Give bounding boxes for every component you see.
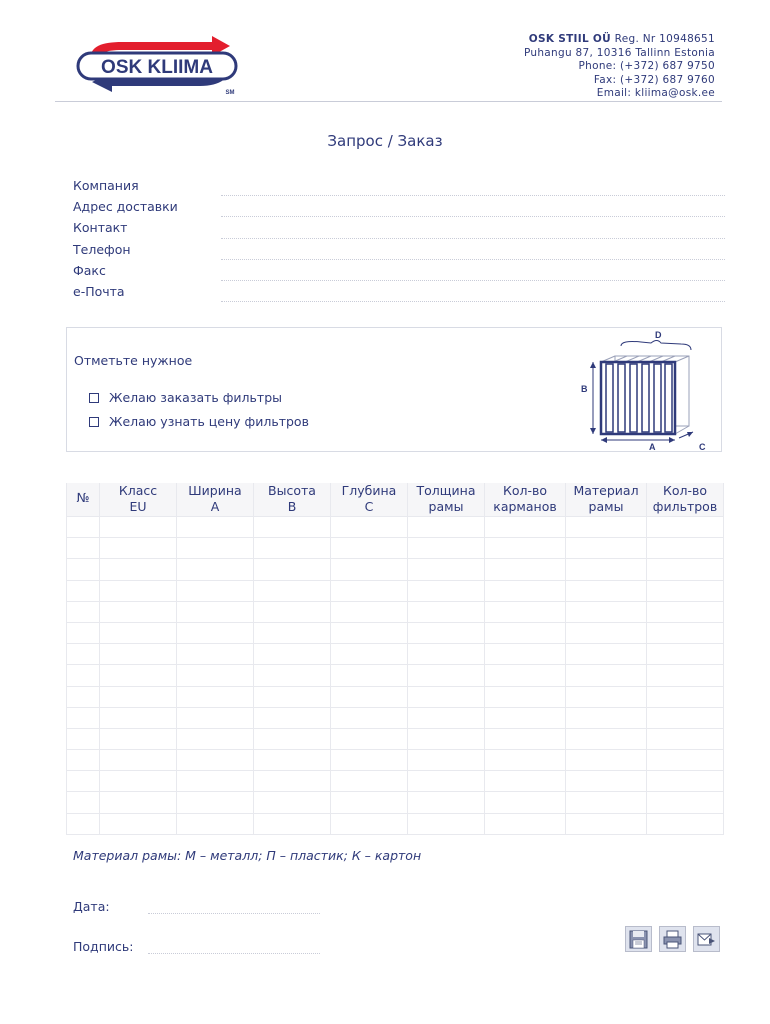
table-cell[interactable]	[408, 750, 485, 771]
table-cell[interactable]	[100, 601, 177, 622]
fax-input[interactable]	[221, 280, 725, 281]
table-cell[interactable]	[408, 580, 485, 601]
filter-dimension-diagram	[581, 328, 711, 455]
table-cell[interactable]	[254, 538, 331, 559]
table-cell[interactable]	[485, 813, 566, 834]
frame-material-note: Материал рамы: М – металл; П – пластик; К – картон	[73, 848, 422, 863]
table-row	[67, 686, 724, 707]
table-cell[interactable]	[100, 538, 177, 559]
table-row	[67, 559, 724, 580]
table-cell[interactable]	[254, 559, 331, 580]
column-header-frame-thickness: Толщина рамы	[408, 483, 485, 517]
field-fax	[73, 262, 725, 283]
email-send-icon	[697, 930, 716, 949]
table-row	[67, 601, 724, 622]
signature-input[interactable]	[148, 938, 320, 954]
table-cell[interactable]	[408, 707, 485, 728]
table-cell[interactable]	[647, 813, 724, 834]
table-cell[interactable]	[331, 728, 408, 749]
diagram-label-c: C	[699, 442, 706, 451]
table-cell[interactable]	[331, 538, 408, 559]
logo-sm-mark: SM	[225, 90, 235, 96]
table-cell[interactable]	[331, 813, 408, 834]
table-cell[interactable]	[254, 686, 331, 707]
company-reg: Reg. Nr 10948651	[614, 33, 715, 45]
table-cell[interactable]	[485, 686, 566, 707]
table-cell[interactable]	[67, 644, 100, 665]
contact-form	[73, 177, 725, 304]
table-cell[interactable]	[254, 644, 331, 665]
table-cell[interactable]	[647, 728, 724, 749]
table-row	[67, 665, 724, 686]
header-divider	[55, 101, 722, 102]
table-cell[interactable]	[647, 622, 724, 643]
table-cell[interactable]	[408, 792, 485, 813]
table-cell[interactable]	[67, 580, 100, 601]
table-cell[interactable]	[566, 644, 647, 665]
phone-input[interactable]	[221, 259, 725, 260]
field-label: Компания	[73, 178, 139, 193]
table-cell[interactable]	[647, 665, 724, 686]
table-cell[interactable]	[408, 813, 485, 834]
field-label: е-Почта	[73, 283, 125, 299]
field-label: Контакт	[73, 220, 128, 236]
table-cell[interactable]	[177, 728, 254, 749]
company-address: Puhangu 87, 10316 Tallinn Estonia	[523, 46, 715, 59]
table-cell[interactable]	[100, 728, 177, 749]
table-cell[interactable]	[331, 771, 408, 792]
print-button[interactable]	[659, 926, 686, 952]
table-cell[interactable]	[67, 517, 100, 538]
table-cell[interactable]	[100, 792, 177, 813]
table-row	[67, 538, 724, 559]
table-cell[interactable]	[485, 580, 566, 601]
table-cell[interactable]	[485, 728, 566, 749]
table-cell[interactable]	[254, 792, 331, 813]
table-cell[interactable]	[177, 665, 254, 686]
table-cell[interactable]	[100, 750, 177, 771]
table-cell[interactable]	[485, 792, 566, 813]
table-cell[interactable]	[177, 771, 254, 792]
field-contact	[73, 219, 725, 240]
table-cell[interactable]	[485, 644, 566, 665]
table-cell[interactable]	[408, 644, 485, 665]
table-cell[interactable]	[647, 750, 724, 771]
column-header-height: Высота B	[254, 483, 331, 517]
table-cell[interactable]	[331, 665, 408, 686]
table-cell[interactable]	[254, 580, 331, 601]
company-info	[524, 33, 715, 101]
table-cell[interactable]	[254, 813, 331, 834]
table-cell[interactable]	[485, 622, 566, 643]
table-cell[interactable]	[647, 559, 724, 580]
table-cell[interactable]	[485, 665, 566, 686]
table-cell[interactable]	[67, 813, 100, 834]
table-cell[interactable]	[408, 622, 485, 643]
table-cell[interactable]	[408, 665, 485, 686]
table-cell[interactable]	[647, 771, 724, 792]
table-cell[interactable]	[100, 771, 177, 792]
table-cell[interactable]	[566, 559, 647, 580]
table-cell[interactable]	[647, 707, 724, 728]
table-cell[interactable]	[67, 601, 100, 622]
column-header-filter-count: Кол-во фильтров	[647, 483, 724, 517]
table-cell[interactable]	[254, 728, 331, 749]
table-cell[interactable]	[647, 686, 724, 707]
options-hint: Отметьте нужное	[74, 353, 193, 368]
save-button[interactable]	[625, 926, 652, 952]
table-cell[interactable]	[254, 665, 331, 686]
table-cell[interactable]	[485, 750, 566, 771]
option-label: Желаю узнать цену фильтров	[109, 414, 309, 429]
table-cell[interactable]	[177, 580, 254, 601]
table-cell[interactable]	[647, 517, 724, 538]
table-cell[interactable]	[100, 559, 177, 580]
table-cell[interactable]	[100, 665, 177, 686]
table-cell[interactable]	[100, 813, 177, 834]
table-cell[interactable]	[647, 792, 724, 813]
diagram-label-d: D	[655, 330, 662, 340]
table-cell[interactable]	[331, 792, 408, 813]
table-cell[interactable]	[254, 601, 331, 622]
table-cell[interactable]	[566, 686, 647, 707]
table-cell[interactable]	[100, 622, 177, 643]
company-logo	[72, 36, 250, 102]
table-cell[interactable]	[177, 517, 254, 538]
price-filters-checkbox[interactable]	[89, 417, 99, 427]
table-cell[interactable]	[566, 601, 647, 622]
table-cell[interactable]	[485, 707, 566, 728]
table-cell[interactable]	[254, 622, 331, 643]
field-label: Факс	[73, 262, 106, 278]
field-label: Телефон	[73, 241, 131, 257]
table-cell[interactable]	[408, 538, 485, 559]
table-cell[interactable]	[100, 686, 177, 707]
table-cell[interactable]	[177, 622, 254, 643]
printer-icon	[663, 930, 682, 949]
table-cell[interactable]	[67, 771, 100, 792]
table-cell[interactable]	[647, 580, 724, 601]
table-row	[67, 644, 724, 665]
table-cell[interactable]	[177, 750, 254, 771]
column-header-number: №	[67, 483, 100, 517]
email-input[interactable]	[221, 301, 725, 302]
table-cell[interactable]	[331, 517, 408, 538]
table-cell[interactable]	[331, 750, 408, 771]
table-cell[interactable]	[408, 771, 485, 792]
table-cell[interactable]	[408, 559, 485, 580]
table-cell[interactable]	[67, 792, 100, 813]
table-row	[67, 792, 724, 813]
email-button[interactable]	[693, 926, 720, 952]
table-cell[interactable]	[647, 601, 724, 622]
action-toolbar	[625, 926, 720, 952]
table-cell[interactable]	[331, 580, 408, 601]
page-title: Запрос / Заказ	[327, 132, 443, 150]
table-cell[interactable]	[408, 517, 485, 538]
table-row	[67, 517, 724, 538]
table-cell[interactable]	[177, 813, 254, 834]
table-row	[67, 771, 724, 792]
company-input[interactable]	[221, 195, 725, 196]
table-cell[interactable]	[485, 559, 566, 580]
option-price-filters[interactable]	[89, 414, 309, 429]
delivery-address-input[interactable]	[221, 216, 725, 217]
table-cell[interactable]	[566, 580, 647, 601]
table-cell[interactable]	[177, 707, 254, 728]
table-row	[67, 750, 724, 771]
field-label: Адрес доставки	[73, 199, 178, 215]
floppy-disk-icon	[629, 930, 648, 949]
table-cell[interactable]	[566, 622, 647, 643]
diagram-label-b: B	[581, 384, 588, 394]
column-header-frame-material: Материал рамы	[566, 483, 647, 517]
table-cell[interactable]	[331, 601, 408, 622]
table-cell[interactable]	[177, 686, 254, 707]
table-header-row	[67, 483, 724, 517]
table-cell[interactable]	[566, 750, 647, 771]
table-cell[interactable]	[485, 538, 566, 559]
table-cell[interactable]	[67, 622, 100, 643]
column-header-pocket-count: Кол-во карманов	[485, 483, 566, 517]
table-cell[interactable]	[331, 622, 408, 643]
logo-text: OSK KLIIMA	[101, 57, 213, 78]
table-cell[interactable]	[67, 728, 100, 749]
table-cell[interactable]	[67, 538, 100, 559]
table-cell[interactable]	[67, 686, 100, 707]
date-input[interactable]	[148, 898, 320, 914]
table-cell[interactable]	[566, 771, 647, 792]
table-cell[interactable]	[100, 707, 177, 728]
table-cell[interactable]	[566, 538, 647, 559]
table-cell[interactable]	[100, 644, 177, 665]
table-cell[interactable]	[67, 707, 100, 728]
table-cell[interactable]	[254, 517, 331, 538]
company-phone: Phone: (+372) 687 9750	[578, 60, 715, 73]
field-email	[73, 283, 725, 304]
table-cell[interactable]	[331, 707, 408, 728]
table-cell[interactable]	[647, 538, 724, 559]
table-cell[interactable]	[100, 580, 177, 601]
column-header-width: Ширина A	[177, 483, 254, 517]
option-label: Желаю заказать фильтры	[109, 390, 282, 405]
filter-table	[66, 483, 724, 835]
date-label: Дата:	[73, 899, 110, 914]
field-delivery-address	[73, 198, 725, 219]
options-panel	[66, 327, 722, 452]
table-cell[interactable]	[408, 728, 485, 749]
company-email[interactable]: Email: kliima@osk.ee	[596, 87, 715, 100]
table-cell[interactable]	[485, 601, 566, 622]
table-cell[interactable]	[177, 538, 254, 559]
option-order-filters[interactable]	[89, 390, 282, 405]
table-row	[67, 707, 724, 728]
table-cell[interactable]	[67, 665, 100, 686]
table-row	[67, 813, 724, 834]
table-cell[interactable]	[177, 559, 254, 580]
table-cell[interactable]	[331, 644, 408, 665]
field-company	[73, 177, 725, 198]
contact-input[interactable]	[221, 238, 725, 239]
table-row	[67, 622, 724, 643]
table-cell[interactable]	[647, 644, 724, 665]
table-cell[interactable]	[408, 601, 485, 622]
column-header-class: Класс EU	[100, 483, 177, 517]
table-cell[interactable]	[331, 686, 408, 707]
table-cell[interactable]	[177, 644, 254, 665]
table-cell[interactable]	[177, 601, 254, 622]
table-cell[interactable]	[566, 665, 647, 686]
table-cell[interactable]	[331, 559, 408, 580]
diagram-label-a: A	[649, 442, 656, 451]
table-cell[interactable]	[67, 750, 100, 771]
table-cell[interactable]	[566, 707, 647, 728]
table-cell[interactable]	[254, 750, 331, 771]
table-cell[interactable]	[566, 517, 647, 538]
table-cell[interactable]	[566, 792, 647, 813]
table-cell[interactable]	[177, 792, 254, 813]
table-cell[interactable]	[485, 771, 566, 792]
table-cell[interactable]	[254, 707, 331, 728]
table-cell[interactable]	[566, 728, 647, 749]
table-cell[interactable]	[566, 813, 647, 834]
order-filters-checkbox[interactable]	[89, 393, 99, 403]
table-cell[interactable]	[254, 771, 331, 792]
table-cell[interactable]	[485, 517, 566, 538]
table-row	[67, 580, 724, 601]
table-cell[interactable]	[100, 517, 177, 538]
table-cell[interactable]	[67, 559, 100, 580]
table-cell[interactable]	[408, 686, 485, 707]
company-name: OSK STIIL OÜ	[528, 33, 611, 45]
signature-label: Подпись:	[73, 939, 134, 954]
company-fax: Fax: (+372) 687 9760	[593, 73, 715, 86]
table-row	[67, 728, 724, 749]
field-phone	[73, 241, 725, 262]
column-header-depth: Глубина C	[331, 483, 408, 517]
